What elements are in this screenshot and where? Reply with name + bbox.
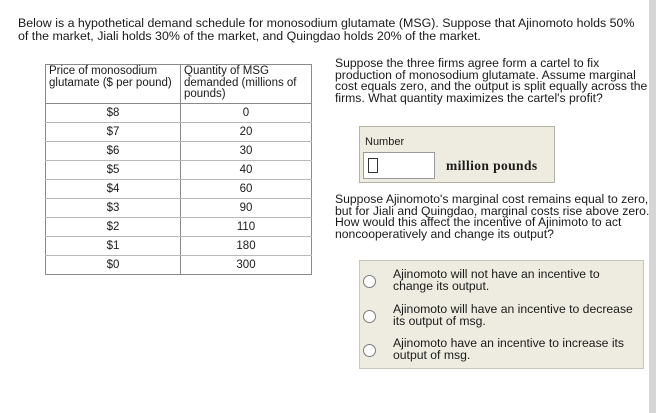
quantity-cell: 60 — [181, 179, 312, 198]
question2-text: Suppose Ajinomoto's marginal cost remains equal to zero, but for Jiali and Quingdao, marginal costs rise above zero. How would this affect the incentive of Ajinimoto to act noncooperatively and change its output? — [335, 192, 650, 241]
quantity-cell: 180 — [181, 236, 312, 255]
quantity-cell: 40 — [181, 160, 312, 179]
intro-text: Below is a hypothetical demand schedule for monosodium glutamate (MSG). Suppose that Ajinomoto holds 50% of the market, Jiali holds 30% of the market, and Quingdao holds 20% of the market. — [18, 16, 635, 43]
radio-button[interactable] — [363, 275, 376, 288]
question1-text: Suppose the three firms agree form a cartel to fix production of monosodium glutamate. Assume marginal cost equals zero, and the output is split equally across the firms. What quantity maximizes the cartel's profit? — [335, 56, 648, 105]
table-row — [46, 141, 312, 160]
answer-options — [359, 260, 644, 369]
quantity-cell: 20 — [181, 122, 312, 141]
table-row — [46, 179, 312, 198]
price-cell: $2 — [46, 217, 181, 236]
price-cell: $5 — [46, 160, 181, 179]
quantity-cell: 30 — [181, 141, 312, 160]
input-status-icon — [368, 158, 378, 173]
price-cell: $1 — [46, 236, 181, 255]
table-row — [46, 217, 312, 236]
option-label: Ajinomoto will not have an incentive to change its output. — [393, 267, 600, 293]
price-cell: $7 — [46, 122, 181, 141]
table-row — [46, 103, 312, 122]
quantity-input[interactable] — [380, 155, 428, 175]
number-answer-box — [359, 126, 555, 183]
price-cell: $4 — [46, 179, 181, 198]
radio-button[interactable] — [363, 344, 376, 357]
option-label: Ajinomoto will have an incentive to decrease its output of msg. — [393, 302, 633, 328]
quantity-cell: 110 — [181, 217, 312, 236]
quantity-cell: 90 — [181, 198, 312, 217]
table-row — [46, 122, 312, 141]
option-label: Ajinomoto have an incentive to increase its output of msg. — [393, 336, 625, 362]
demand-schedule-table — [45, 64, 312, 275]
table-row — [46, 160, 312, 179]
quantity-column-header: Quantity of MSG demanded (millions of pounds) — [181, 65, 312, 104]
radio-button[interactable] — [363, 310, 376, 323]
price-cell: $8 — [46, 103, 181, 122]
quantity-cell: 300 — [181, 255, 312, 274]
unit-label: million pounds — [446, 158, 538, 173]
table-row — [46, 255, 312, 274]
quantity-cell: 0 — [181, 103, 312, 122]
price-cell: $0 — [46, 255, 181, 274]
price-cell: $6 — [46, 141, 181, 160]
table-row — [46, 236, 312, 255]
number-input-wrapper[interactable] — [363, 152, 435, 179]
table-row — [46, 198, 312, 217]
price-cell: $3 — [46, 198, 181, 217]
number-label: Number — [365, 136, 405, 148]
price-column-header: Price of monosodium glutamate ($ per pound) — [46, 65, 181, 104]
